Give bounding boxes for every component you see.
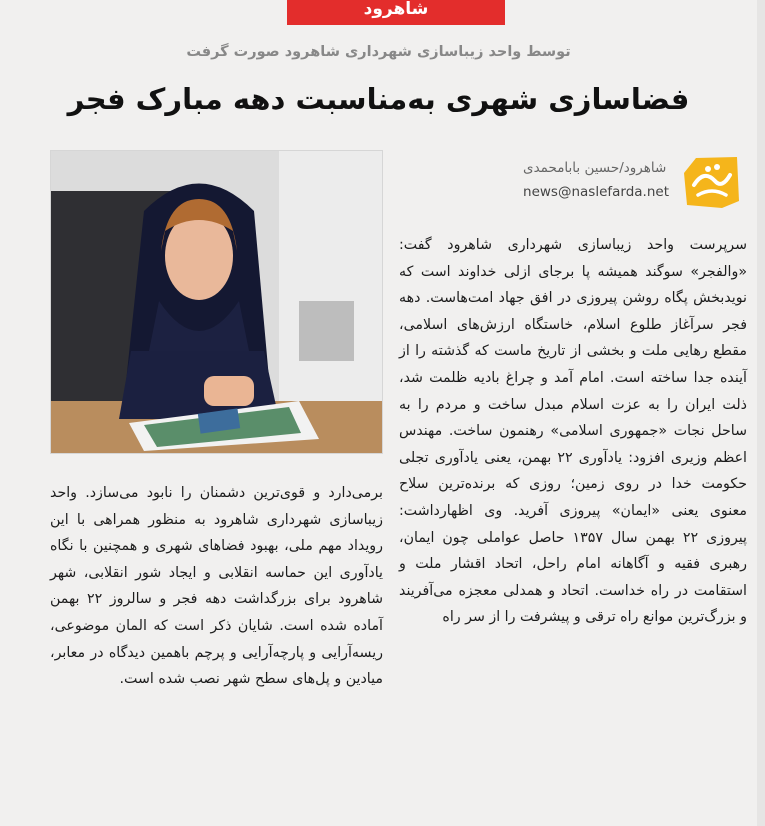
portrait-illustration bbox=[50, 151, 382, 454]
byline bbox=[523, 160, 669, 200]
naslefarda-logo-icon bbox=[682, 155, 742, 210]
byline-email: news@naslefarda.net bbox=[523, 184, 669, 200]
body-paragraph-1: سرپرست واحد زیباسازی شهرداری شاهرود گفت: «والفجر» سوگند همیشه پا برجای ازلی خداوند است که نویدبخش پگاه روشن پیروزی در افق جهاد امت‌هاست. دهه فجر سرآغاز طلوع اسلام، خاستگاه ارزش‌های اسلامی، مقطع رهایی ملت و بخشی از تاریخ ماست که گذشته را از آینده جدا ساخته است. امام آمد و چراغ بادیه ظلمت شد، ذلت ایران را به عزت اسلام مبدل ساخت و مردم را به ساحل نجات «جمهوری اسلامی» رهنمون ساخت. مهندس اعظم وزیری افزود: یادآوری ۲۲ بهمن، یعنی یادآوری تجلی حکومت خدا در روی زمین؛ روزی که برنده‌ترین سلاح معنوی یعنی «ایمان» پیروزی آفرید. وی اظهارداشت: پیروزی ۲۲ بهمن سال ۱۳۵۷ حاصل عواملی چون ایمان، رهبری فقیه و آگاهانه امام راحل، اتحاد اقشار ملت و استقامت در راه خداست. اتحاد و همدلی معجزه می‌آفریند و بزرگ‌ترین موانع راه ترقی و پیشرفت را از سر راه bbox=[399, 237, 747, 626]
body-column-left bbox=[50, 480, 383, 693]
section-tag: شاهرود bbox=[287, 0, 505, 25]
body-column-right bbox=[399, 232, 747, 631]
body-paragraph-2: برمی‌دارد و قوی‌ترین دشمنان را نابود می‌سازد. واحد زیباسازی شهرداری شاهرود به منظور همراهی با این رویداد مهم ملی، بهبود فضاهای شهری و همچنین با نگاه یادآوری این حماسه انقلابی و ایجاد شور انقلابی، شهر شاهرود برای بزرگداشت دهه فجر و سالروز ۲۲ بهمن آماده شده است. شایان ذکر است که المان موضوعی، ریسه‌آرایی و پارچه‌آرایی و پرچم باهمین دیدگاه در معابر، میادین و پل‌های سطح شهر نصب شده است. bbox=[50, 485, 383, 688]
article-headline: فضاسازی شهری به‌مناسبت دهه مبارک فجر bbox=[67, 82, 690, 116]
article-photo bbox=[50, 150, 383, 454]
article-subtitle: توسط واحد زیباسازی شهرداری شاهرود صورت گرفت bbox=[186, 44, 571, 60]
byline-author: شاهرود/حسین بابامحمدی bbox=[523, 160, 667, 176]
